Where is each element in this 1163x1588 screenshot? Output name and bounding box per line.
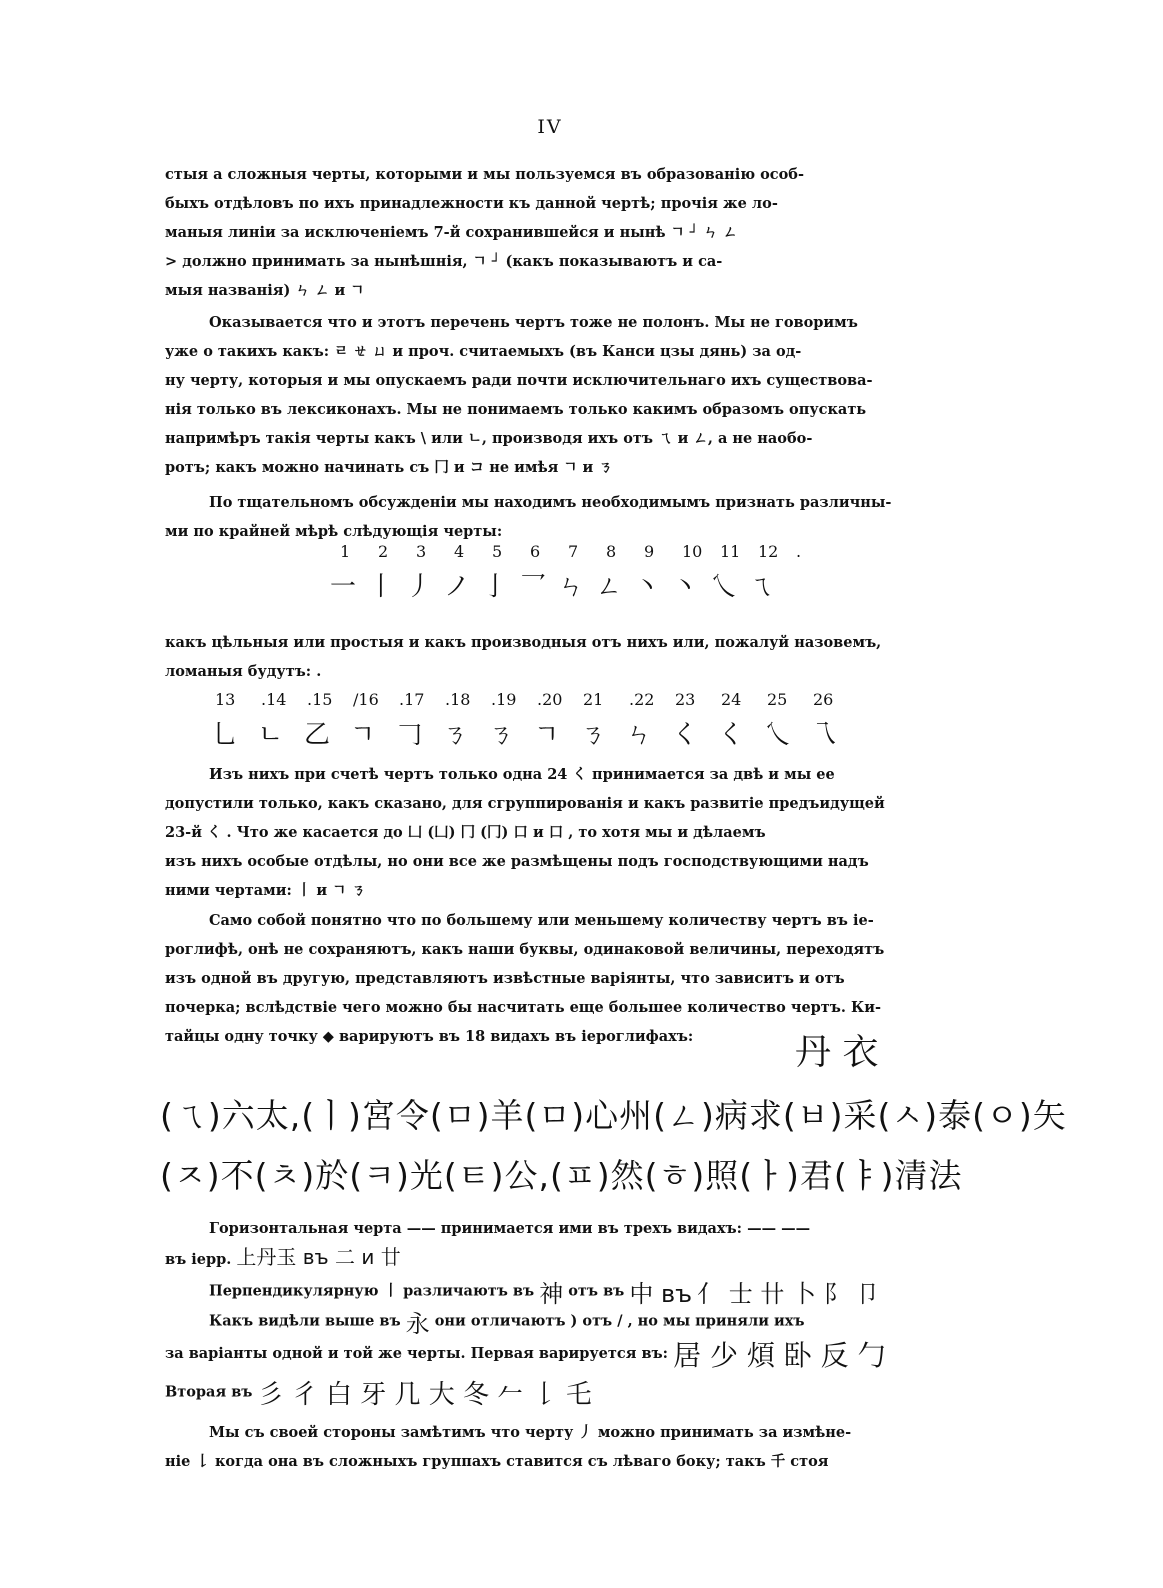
stroke-number: 10 <box>682 542 703 561</box>
example-characters: 居 少 煩 卧 反 勹 <box>673 1339 886 1372</box>
stroke-glyph: 乁 <box>810 720 837 750</box>
stroke-number: .19 <box>491 690 517 709</box>
text-fragment: отъ въ <box>568 1282 625 1300</box>
example-character: 永 <box>405 1310 430 1338</box>
stroke-glyph: ㄋ <box>580 720 607 750</box>
stroke-number: 4 <box>454 542 465 561</box>
stroke-glyph: 丶 <box>634 572 661 602</box>
stroke-number: .14 <box>261 690 287 709</box>
stroke-glyph: 丿 <box>406 572 433 602</box>
stroke-number: 7 <box>568 542 579 561</box>
stroke-number: 2 <box>378 542 389 561</box>
text-line: 23-й く . Что же касается до 凵 (凵) 冂 (冂) 口 и 口 , то хотя мы и дѣлаемъ <box>165 824 766 841</box>
stroke-number: 25 <box>767 690 788 709</box>
stroke-glyph: 丨 <box>368 572 395 602</box>
stroke-number: .20 <box>537 690 563 709</box>
text-line: Изъ нихъ при счетѣ чертъ только одна 24 く принимается за двѣ и мы ее <box>209 766 835 783</box>
paragraph-1 <box>165 160 935 305</box>
example-character: 中 въ <box>629 1280 693 1308</box>
paragraph-3 <box>165 488 935 546</box>
paragraph-5 <box>165 760 935 905</box>
stroke-glyph: ㄋ <box>488 720 515 750</box>
stroke-glyph: 乛 <box>520 572 547 602</box>
paragraph-11 <box>165 1374 592 1411</box>
text-line: почерка; вслѣдствіе чего можно бы насчитать еще большее количество чертъ. Ки- <box>165 999 881 1016</box>
stroke-number: 24 <box>721 690 742 709</box>
text-line: тайцы одну точку ◆ варируютъ въ 18 видахъ въ іероглифахъ: <box>165 1028 694 1045</box>
text-line <box>165 1243 935 1274</box>
stroke-glyph: 亅 <box>482 572 509 602</box>
text-line: изъ одной въ другую, представляютъ извѣстные варіянты, что зависитъ и отъ <box>165 970 845 987</box>
text-fragment: Перпендикулярную 丨 различаютъ въ <box>209 1282 535 1300</box>
text-fragment: Вторая въ <box>165 1383 253 1401</box>
stroke-glyph: ノ <box>444 572 471 602</box>
stroke-glyph: 乙 <box>304 720 331 750</box>
stroke-number: .17 <box>399 690 425 709</box>
stroke-glyph: 一 <box>330 572 357 602</box>
stroke-number: 26 <box>813 690 834 709</box>
stroke-number: 9 <box>644 542 655 561</box>
stroke-glyph: ㄥ <box>596 572 623 602</box>
stroke-number: 6 <box>530 542 541 561</box>
example-character: 神 <box>539 1280 564 1308</box>
text-line: Само собой понятно что по большему или меньшему количеству чертъ въ іе- <box>209 912 874 929</box>
stroke-number: .15 <box>307 690 333 709</box>
stroke-number: . <box>796 542 802 561</box>
paragraph-12 <box>165 1418 935 1476</box>
text-line: ну черту, которыя и мы опускаемъ ради почти исключительнаго ихъ существова- <box>165 372 873 389</box>
stroke-number: 23 <box>675 690 696 709</box>
paragraph-7 <box>165 1214 935 1274</box>
stroke-glyph: く <box>718 720 745 750</box>
stroke-glyph: ㄟ <box>748 572 775 602</box>
text-line: изъ нихъ особые отдѣлы, но они все же размѣщены подъ господствующими надъ <box>165 853 869 870</box>
text-line: По тщательномъ обсужденіи мы находимъ необходимымъ признать различны- <box>209 494 892 511</box>
stroke-number: /16 <box>353 690 379 709</box>
page-number: IV <box>537 116 563 138</box>
stroke-glyph: 乀 <box>710 572 737 602</box>
text-line: нія только въ лексиконахъ. Мы не понимаемъ только какимъ образомъ опускать <box>165 401 867 418</box>
text-line: какъ цѣльныя или простыя и какъ производныя отъ нихъ или, пожалуй назовемъ, <box>165 634 882 651</box>
dot-example-characters: 丹 衣 <box>795 1032 879 1073</box>
stroke-number: 8 <box>606 542 617 561</box>
text-fragment: Какъ видѣли выше въ <box>209 1312 401 1330</box>
text-line: мыя названія) ㄣ ㄥ и ㄱ <box>165 282 365 299</box>
text-line: > должно принимать за нынѣшнія, ㄱ ┘ (какъ показываютъ и са- <box>165 253 723 270</box>
stroke-number: .22 <box>629 690 655 709</box>
text-line: стыя а сложныя черты, которыми и мы пользуемся въ образованію особ- <box>165 166 804 183</box>
stroke-number: 13 <box>215 690 236 709</box>
example-characters: 亻 士 卄 卜 阝 卩 <box>697 1280 880 1308</box>
handwritten-variants-line-2: (ㅈ)不(ㅊ)於(ㅋ)光(ㅌ)公,(ㅍ)然(ㅎ)照(ㅏ)君(ㅑ)清法 <box>160 1156 963 1195</box>
text-line: напримѣръ такія черты какъ \ или ㄴ, производя ихъ отъ ㄟ и ㄥ, а не наобо- <box>165 430 813 447</box>
stroke-number: 3 <box>416 542 427 561</box>
text-line: ніе 𠄌 когда она въ сложныхъ группахъ ставится съ лѣваго боку; такъ 千 стоя <box>165 1453 829 1470</box>
stroke-glyph: ㄱ <box>350 720 376 750</box>
paragraph-2 <box>165 308 935 482</box>
stroke-glyph: 𠃌 <box>396 720 423 750</box>
stroke-number: 1 <box>340 542 351 561</box>
stroke-glyph: ㄱ <box>534 720 560 750</box>
text-fragment: за варіанты одной и той же черты. Первая варируется въ: <box>165 1345 669 1362</box>
paragraph-10 <box>165 1334 886 1374</box>
text-line: допустили только, какъ сказано, для сгруппированія и какъ развитіе предъидущей <box>165 795 885 812</box>
stroke-glyph: 乚 <box>212 720 239 750</box>
stroke-number: .18 <box>445 690 471 709</box>
paragraph-4 <box>165 628 935 686</box>
horizontal-stroke-examples: 上丹玉 въ 二 и 廿 <box>236 1245 401 1269</box>
text-fragment: въ іерр. <box>165 1251 232 1268</box>
stroke-glyph: ㄋ <box>442 720 469 750</box>
text-line: ротъ; какъ можно начинать съ 冂 и コ не имѣя ㄱ и ㄋ <box>165 459 613 476</box>
example-characters: 彡 彳 白 牙 几 大 冬 𠂉 𠄌 乇 <box>257 1380 592 1410</box>
handwritten-variants-line-1: (ㄟ)六太,(ㅣ)宮令(ㅁ)羊(ㅁ)心州(ㄥ)病求(ㅂ)采(ㅅ)泰(ㅇ)矢 <box>160 1096 1067 1135</box>
stroke-glyph: く <box>672 720 699 750</box>
text-line: уже о такихъ какъ: ㄹ ㄝ ㄩ и проч. считаемыхъ (въ Канси цзы дянь) за од- <box>165 343 802 360</box>
stroke-glyph: ㄣ <box>558 572 585 602</box>
stroke-glyph: ㄴ <box>258 720 284 750</box>
stroke-number: 12 <box>758 542 779 561</box>
text-line: ми по крайней мѣрѣ слѣдующія черты: <box>165 523 503 540</box>
stroke-number: 5 <box>492 542 503 561</box>
text-line: ломаныя будутъ: . <box>165 663 322 680</box>
text-line: Мы съ своей стороны замѣтимъ что черту 丿 можно принимать за измѣне- <box>209 1424 852 1441</box>
text-line: маныя линіи за исключеніемъ 7-й сохранившейся и нынѣ ㄱ ┘ ㄣ ㄥ <box>165 224 738 241</box>
text-line: ними чертами: 丨 и ㄱ ㄋ <box>165 882 366 899</box>
text-line: быхъ отдѣловъ по ихъ принадлежности къ данной чертѣ; прочія же ло- <box>165 195 778 212</box>
stroke-glyph: 丶 <box>672 572 699 602</box>
stroke-number: 11 <box>720 542 741 561</box>
stroke-number: 21 <box>583 690 604 709</box>
text-line: Оказывается что и этотъ перечень чертъ тоже не полонъ. Мы не говоримъ <box>209 314 858 331</box>
text-line: роглифѣ, онѣ не сохраняютъ, какъ наши буквы, одинаковой величины, переходятъ <box>165 941 885 958</box>
text-line: Горизонтальная черта —— принимается ими въ трехъ видахъ: —— —— <box>209 1220 811 1237</box>
stroke-glyph: ㄣ <box>626 720 653 750</box>
text-fragment: они отличаютъ ) отъ / , но мы приняли ихъ <box>434 1312 805 1330</box>
stroke-glyph: 乀 <box>764 720 791 750</box>
